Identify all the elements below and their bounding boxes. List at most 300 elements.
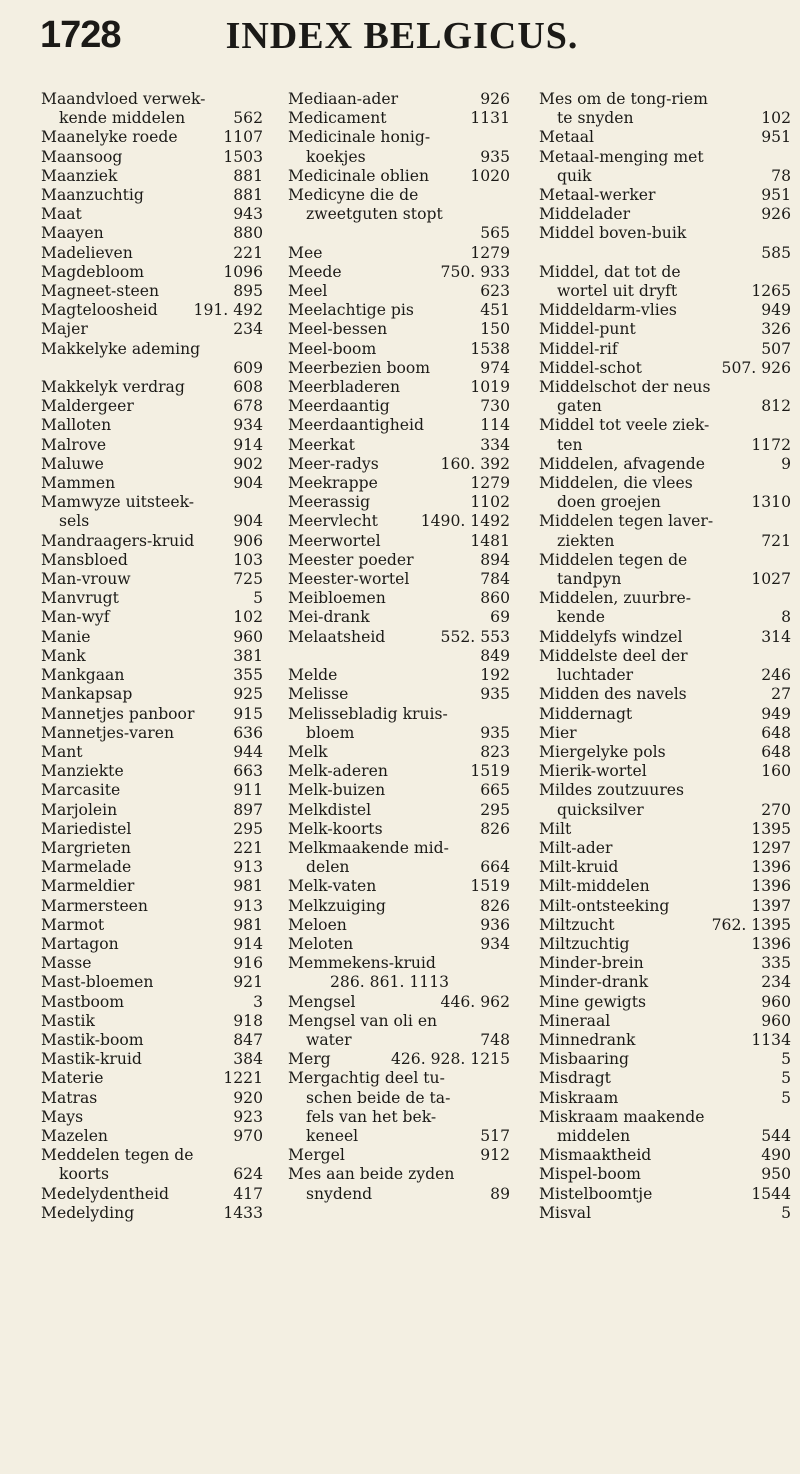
- index-entry: [41, 474, 263, 493]
- running-title: INDEX BELGICUS.: [225, 15, 579, 57]
- page-reference: 1310: [751, 493, 791, 512]
- index-entry: [539, 1012, 791, 1031]
- index-entry: [539, 1069, 791, 1088]
- page-reference: 69: [490, 608, 510, 627]
- page-reference: 544: [761, 1126, 791, 1145]
- index-term: Melk-aderen: [288, 762, 388, 781]
- index-entry: [41, 263, 263, 282]
- index-term: Meerkat: [288, 435, 355, 454]
- index-entry: [288, 1185, 510, 1204]
- index-term: Mineraal: [539, 1011, 611, 1030]
- page-reference: 912: [480, 1146, 510, 1165]
- index-term: Milt-middelen: [539, 877, 650, 896]
- page-reference: 913: [233, 896, 263, 915]
- index-term: Magneet-steen: [41, 282, 160, 301]
- index-column-2: [288, 90, 510, 1204]
- page-reference: 1397: [751, 896, 791, 915]
- index-term: Metaal: [539, 128, 595, 147]
- page-reference: 1433: [223, 1203, 263, 1222]
- page-reference: 826: [480, 819, 510, 838]
- index-term: Meester-wortel: [288, 570, 410, 589]
- index-entry: [288, 1069, 510, 1088]
- index-entry: [288, 589, 510, 608]
- page-reference: 1538: [470, 339, 510, 358]
- page-reference: 1107: [223, 128, 263, 147]
- index-term: [288, 647, 480, 666]
- page-reference: 923: [233, 1107, 263, 1126]
- page-reference: 913: [233, 858, 263, 877]
- index-entry: [539, 263, 791, 282]
- page-reference: 949: [761, 301, 791, 320]
- index-term: Martagon: [41, 934, 119, 953]
- index-entry: [41, 1185, 263, 1204]
- page-reference: 490: [761, 1146, 791, 1165]
- page-reference: 1134: [751, 1030, 791, 1049]
- index-term: Madelieven: [41, 243, 133, 262]
- index-term: Maayen: [41, 224, 104, 243]
- index-entry: [41, 205, 263, 224]
- index-term: Manvrugt: [41, 589, 119, 608]
- index-term: Middelschot der neus: [539, 378, 711, 397]
- index-term: Mier: [539, 723, 577, 742]
- index-entry: [41, 897, 263, 916]
- index-entry: [41, 301, 263, 320]
- index-term: Miskraam: [539, 1088, 619, 1107]
- page-reference: 1297: [751, 838, 791, 857]
- index-term: Melaatsheid: [288, 627, 386, 646]
- index-term: Middel, dat tot de: [539, 262, 681, 281]
- page-reference: 934: [233, 416, 263, 435]
- index-term: Mergel: [288, 1146, 345, 1165]
- page-reference: 951: [761, 128, 791, 147]
- page-reference: 5: [253, 589, 263, 608]
- index-entry: [41, 282, 263, 301]
- index-entry: [539, 301, 791, 320]
- page-reference: 326: [761, 320, 791, 339]
- index-entry: [288, 282, 510, 301]
- page-reference: 160: [761, 762, 791, 781]
- index-term: Middelen, zuurbre-: [539, 589, 692, 608]
- page-reference: 894: [480, 550, 510, 569]
- index-term: Mierik-wortel: [539, 762, 647, 781]
- page-reference: 902: [233, 454, 263, 473]
- index-entry: [539, 532, 791, 551]
- index-entry: [288, 1146, 510, 1165]
- index-entry: [41, 781, 263, 800]
- page-reference: 451: [480, 301, 510, 320]
- index-term: Manie: [41, 627, 91, 646]
- index-entry: [288, 724, 510, 743]
- index-entry: [288, 1165, 510, 1184]
- page-reference: 3: [253, 992, 263, 1011]
- index-entry: [41, 148, 263, 167]
- index-term: Misval: [539, 1203, 592, 1222]
- index-term: kende middelen: [59, 109, 186, 128]
- index-term: Middelste deel der: [539, 646, 688, 665]
- index-entry: [288, 224, 510, 243]
- index-entry: [41, 935, 263, 954]
- index-entry: [539, 474, 791, 493]
- page-reference: 221: [233, 243, 263, 262]
- page-reference: 925: [233, 685, 263, 704]
- index-term: Mengsel: [288, 992, 356, 1011]
- index-entry: [288, 493, 510, 512]
- index-entry: [288, 820, 510, 839]
- page-reference: 5: [781, 1050, 791, 1069]
- page-reference: 1221: [223, 1069, 263, 1088]
- index-term: Medicyne die de: [288, 186, 419, 205]
- page-reference: 384: [233, 1050, 263, 1069]
- page-reference: 974: [480, 358, 510, 377]
- index-term: Mes aan beide zyden: [288, 1165, 455, 1184]
- index-entry: [539, 954, 791, 973]
- page-reference: 860: [480, 589, 510, 608]
- page-reference: 935: [480, 147, 510, 166]
- index-entry: [41, 551, 263, 570]
- index-term: Mankgaan: [41, 666, 125, 685]
- index-term: Milt-kruid: [539, 858, 619, 877]
- index-entry: [539, 455, 791, 474]
- index-term: Middelen tegen de: [539, 550, 688, 569]
- index-term: ziekten: [557, 531, 615, 550]
- index-term: Milt-ader: [539, 838, 613, 857]
- index-term: sels: [59, 512, 90, 531]
- index-term: Melkmaakende mid-: [288, 838, 449, 857]
- page-reference: 762. 1395: [711, 915, 791, 934]
- page-reference: 78: [771, 166, 791, 185]
- page-reference: 897: [233, 800, 263, 819]
- index-term: Meddelen tegen de: [41, 1146, 194, 1165]
- index-term: Miergelyke pols: [539, 742, 666, 761]
- page-reference: 585: [761, 243, 791, 262]
- page-reference: 295: [233, 819, 263, 838]
- index-term: Marjolein: [41, 800, 118, 819]
- index-entry: [539, 186, 791, 205]
- index-entry: [41, 512, 263, 531]
- page-reference: 1519: [470, 762, 510, 781]
- index-entry: [539, 320, 791, 339]
- index-entry: [41, 1165, 263, 1184]
- index-term: Meester poeder: [288, 550, 414, 569]
- index-entry: [41, 109, 263, 128]
- index-term: Metaal-menging met: [539, 147, 704, 166]
- index-term: Middel boven-buik: [539, 224, 687, 243]
- page-reference: 936: [480, 915, 510, 934]
- page-reference: 847: [233, 1030, 263, 1049]
- index-term: Maanzuchtig: [41, 186, 144, 205]
- index-entry: [539, 820, 791, 839]
- index-term: Mergachtig deel tu-: [288, 1069, 445, 1088]
- index-entry: [288, 801, 510, 820]
- index-term: Middel tot veele ziek-: [539, 416, 710, 435]
- index-entry: [288, 647, 510, 666]
- page-reference: 911: [233, 781, 263, 800]
- index-term: Meerdaantig: [288, 397, 390, 416]
- index-term: Middelyfs windzel: [539, 627, 683, 646]
- index-entry: [288, 455, 510, 474]
- index-term: Medelydentheid: [41, 1184, 169, 1203]
- index-term: Masse: [41, 954, 92, 973]
- index-columns: [41, 90, 793, 1460]
- index-term: Mandraagers-kruid: [41, 531, 195, 550]
- index-term: Marmersteen: [41, 896, 148, 915]
- index-term: Mays: [41, 1107, 84, 1126]
- page-reference: 221: [233, 838, 263, 857]
- page-reference: 725: [233, 570, 263, 589]
- index-term: Mannetjes-varen: [41, 723, 175, 742]
- index-entry: [41, 1089, 263, 1108]
- index-entry: [539, 647, 791, 666]
- index-term: Merg: [288, 1050, 331, 1069]
- page-reference: 916: [233, 954, 263, 973]
- index-term: Melisse: [288, 685, 349, 704]
- index-term: Mast-bloemen: [41, 973, 154, 992]
- index-entry: [288, 90, 510, 109]
- index-term: Mismaaktheid: [539, 1146, 652, 1165]
- index-term: Misbaaring: [539, 1050, 629, 1069]
- index-entry: [288, 205, 510, 224]
- page-reference: 920: [233, 1088, 263, 1107]
- index-entry: [539, 1165, 791, 1184]
- index-entry: [41, 167, 263, 186]
- index-entry: [41, 608, 263, 627]
- index-entry: [288, 1089, 510, 1108]
- page-reference: 823: [480, 742, 510, 761]
- index-entry: [41, 378, 263, 397]
- page-reference: 648: [761, 723, 791, 742]
- page-reference: 150: [480, 320, 510, 339]
- page-reference: 1102: [470, 493, 510, 512]
- page-reference: 960: [233, 627, 263, 646]
- index-term: Meerassig: [288, 493, 371, 512]
- index-entry: [41, 1127, 263, 1146]
- index-entry: [539, 705, 791, 724]
- index-term: snydend: [306, 1184, 373, 1203]
- index-term: Middelen tegen laver-: [539, 512, 714, 531]
- page-reference: 904: [233, 512, 263, 531]
- page-reference: 663: [233, 762, 263, 781]
- index-term: zweetguten stopt: [306, 205, 443, 224]
- page-reference: 1019: [470, 378, 510, 397]
- index-term: Meer-radys: [288, 454, 379, 473]
- page-reference: 881: [233, 186, 263, 205]
- page-header: [40, 14, 764, 70]
- page-reference: 562: [233, 109, 263, 128]
- index-entry: [41, 436, 263, 455]
- index-entry: [288, 608, 510, 627]
- index-term: Mee: [288, 243, 323, 262]
- index-entry: [539, 1146, 791, 1165]
- index-entry: [288, 628, 510, 647]
- index-term: Miskraam maakende: [539, 1107, 705, 1126]
- index-entry: [41, 1050, 263, 1069]
- page-reference: 636: [233, 723, 263, 742]
- index-term: Metaal-werker: [539, 186, 656, 205]
- index-term: Meerwortel: [288, 531, 381, 550]
- index-term: gaten: [557, 397, 602, 416]
- index-entry: [539, 685, 791, 704]
- page-reference: 1027: [751, 570, 791, 589]
- index-term: Mannetjes panboor: [41, 704, 195, 723]
- index-entry: [539, 90, 791, 109]
- index-entry: [41, 1031, 263, 1050]
- index-entry: [288, 1050, 510, 1069]
- page-reference: 5: [781, 1203, 791, 1222]
- index-entry: [288, 244, 510, 263]
- index-term: Maluwe: [41, 454, 104, 473]
- index-term: Meervlecht: [288, 512, 378, 531]
- index-term: te snyden: [557, 109, 634, 128]
- index-term: Meede: [288, 262, 342, 281]
- index-entry: [41, 954, 263, 973]
- page-reference: 1503: [223, 147, 263, 166]
- page-reference: 648: [761, 742, 791, 761]
- page-reference: 1519: [470, 877, 510, 896]
- index-term: Maanziek: [41, 166, 118, 185]
- index-entry: [41, 416, 263, 435]
- index-term: Man-vrouw: [41, 570, 131, 589]
- index-term: Meel-bessen: [288, 320, 388, 339]
- index-entry: [288, 340, 510, 359]
- index-term: Mei-drank: [288, 608, 370, 627]
- index-entry: [539, 858, 791, 877]
- page-reference: 664: [480, 858, 510, 877]
- page-reference: 517: [480, 1126, 510, 1145]
- index-entry: [539, 109, 791, 128]
- index-entry: [539, 801, 791, 820]
- page-reference: 1544: [751, 1184, 791, 1203]
- index-entry: [539, 570, 791, 589]
- page-reference: 1020: [470, 166, 510, 185]
- index-entry: [539, 224, 791, 243]
- page-reference: 446. 962: [440, 992, 510, 1011]
- page-reference: 334: [480, 435, 510, 454]
- page-reference: 1490. 1492: [420, 512, 510, 531]
- page-reference: 935: [480, 723, 510, 742]
- index-entry: [539, 839, 791, 858]
- index-entry: [288, 1012, 510, 1031]
- index-entry: [539, 973, 791, 992]
- page-reference: 730: [480, 397, 510, 416]
- index-term: Maanelyke roede: [41, 128, 178, 147]
- index-term: quik: [557, 166, 592, 185]
- page-reference: 914: [233, 934, 263, 953]
- index-term: Meelachtige pis: [288, 301, 414, 320]
- index-term: Marmeldier: [41, 877, 135, 896]
- index-term: 286. 861. 1113: [330, 973, 450, 992]
- index-term: [288, 224, 480, 243]
- page-reference: 943: [233, 205, 263, 224]
- index-entry: [41, 1069, 263, 1088]
- index-entry: [539, 1050, 791, 1069]
- index-entry: [41, 877, 263, 896]
- index-term: Medicinale oblien: [288, 166, 430, 185]
- index-term: Mine gewigts: [539, 992, 646, 1011]
- index-entry: [288, 993, 510, 1012]
- index-entry: [41, 705, 263, 724]
- index-term: Mistelboomtje: [539, 1184, 653, 1203]
- index-term: Mamwyze uitsteek-: [41, 493, 195, 512]
- index-term: Melissebladig kruis-: [288, 704, 448, 723]
- index-entry: [41, 762, 263, 781]
- index-entry: [288, 320, 510, 339]
- index-entry: [288, 416, 510, 435]
- index-entry: [41, 743, 263, 762]
- page-reference: 748: [480, 1030, 510, 1049]
- index-entry: [539, 1185, 791, 1204]
- index-term: Melde: [288, 666, 338, 685]
- page-reference: 904: [233, 474, 263, 493]
- index-term: koekjes: [306, 147, 366, 166]
- page-reference: 192: [480, 666, 510, 685]
- page-reference: 784: [480, 570, 510, 589]
- index-entry: [288, 935, 510, 954]
- index-entry: [539, 205, 791, 224]
- page-number: 1728: [40, 14, 121, 56]
- index-entry: [41, 244, 263, 263]
- index-term: bloem: [306, 723, 355, 742]
- index-entry: [539, 935, 791, 954]
- index-entry: [539, 724, 791, 743]
- index-term: Misdragt: [539, 1069, 611, 1088]
- index-term: Milt: [539, 819, 572, 838]
- index-entry: [539, 1204, 791, 1223]
- index-entry: [539, 397, 791, 416]
- page-reference: 160. 392: [440, 454, 510, 473]
- index-term: Majer: [41, 320, 88, 339]
- index-entry: [288, 570, 510, 589]
- page-reference: 926: [480, 90, 510, 108]
- index-term: Medelyding: [41, 1203, 135, 1222]
- index-term: Meloen: [288, 915, 347, 934]
- index-entry: [41, 973, 263, 992]
- index-entry: [539, 551, 791, 570]
- index-term: Middeldarm-vlies: [539, 301, 677, 320]
- page-reference: 918: [233, 1011, 263, 1030]
- index-term: Mastik-boom: [41, 1030, 144, 1049]
- index-term: luchtader: [557, 666, 634, 685]
- index-entry: [539, 897, 791, 916]
- index-entry: [539, 167, 791, 186]
- index-term: Mispel-boom: [539, 1165, 641, 1184]
- page-reference: 507. 926: [721, 358, 791, 377]
- page-reference: 1172: [751, 435, 791, 454]
- index-term: Mengsel van oli en: [288, 1011, 438, 1030]
- index-entry: [288, 186, 510, 205]
- index-term: Makkelyke ademing: [41, 339, 201, 358]
- page-reference: 102: [233, 608, 263, 627]
- page-reference: 935: [480, 685, 510, 704]
- index-entry: [41, 186, 263, 205]
- index-term: Magdebloom: [41, 262, 144, 281]
- page-reference: 27: [771, 685, 791, 704]
- index-entry: [539, 781, 791, 800]
- index-term: Mes om de tong-riem: [539, 90, 708, 108]
- index-entry: [41, 320, 263, 339]
- index-entry: [288, 532, 510, 551]
- page-reference: 624: [233, 1165, 263, 1184]
- index-entry: [539, 1127, 791, 1146]
- index-term: Meel-boom: [288, 339, 377, 358]
- index-term: [539, 244, 761, 263]
- index-column-3: [539, 90, 791, 1223]
- index-entry: [41, 801, 263, 820]
- page-reference: 295: [480, 800, 510, 819]
- index-entry: [539, 282, 791, 301]
- index-entry: [41, 359, 263, 378]
- page-reference: 608: [233, 378, 263, 397]
- index-entry: [288, 973, 510, 992]
